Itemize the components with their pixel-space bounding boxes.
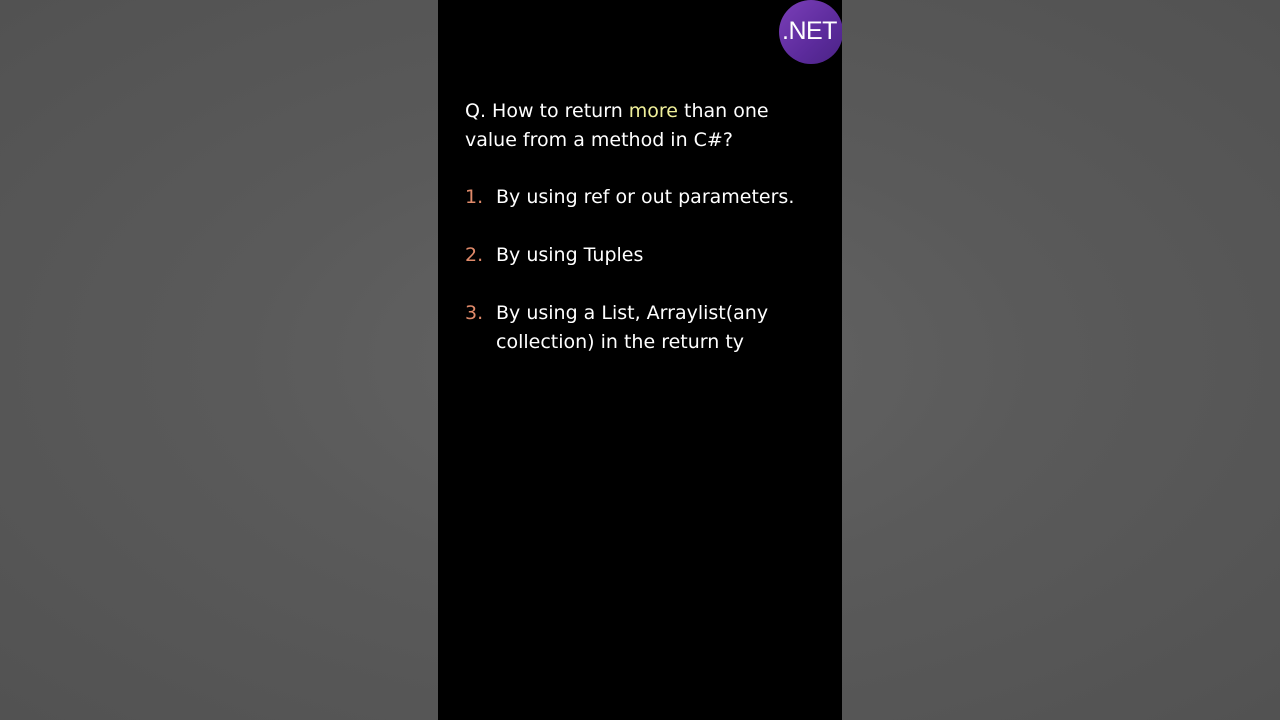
- answer-list: [465, 183, 825, 386]
- list-item: [465, 183, 825, 212]
- list-number: 2.: [465, 244, 484, 266]
- question-text: [465, 97, 815, 155]
- question-highlight: more: [628, 100, 678, 122]
- list-text: By using ref or out parameters.: [496, 186, 795, 208]
- logo-text: .NET: [782, 17, 837, 45]
- list-item: [465, 241, 825, 270]
- list-number: 1.: [465, 186, 484, 208]
- list-number: 3.: [465, 302, 484, 324]
- list-item: [465, 299, 825, 357]
- list-text: By using Tuples: [496, 244, 644, 266]
- list-text: By using a List, Arraylist(any collection) in the return ty: [496, 302, 769, 353]
- dotnet-logo: [779, 0, 842, 64]
- video-frame: [438, 0, 842, 720]
- question-prefix: Q. How to return: [465, 100, 629, 122]
- question-suffix: than one value from a method in C#?: [465, 100, 769, 151]
